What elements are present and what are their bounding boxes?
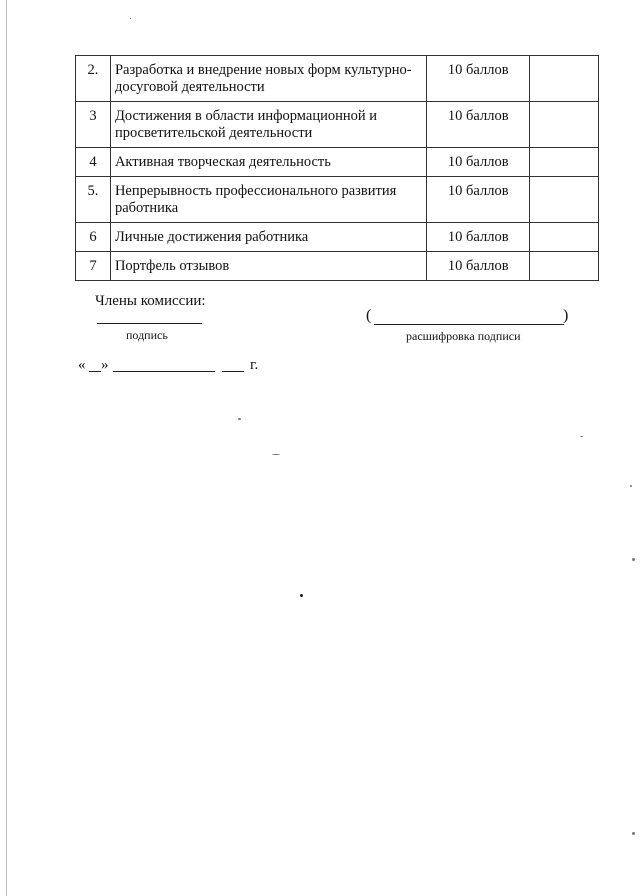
criterion-name: Непрерывность профессионального развития работника	[110, 177, 426, 223]
date-day-line	[89, 371, 101, 372]
row-number: 6	[76, 223, 111, 252]
assessment-cell	[530, 223, 599, 252]
signature-line	[97, 323, 202, 324]
date-year-line	[222, 371, 244, 372]
scan-speck	[580, 436, 583, 437]
criterion-score: 10 баллов	[427, 252, 530, 281]
criterion-score: 10 баллов	[427, 148, 530, 177]
criterion-score: 10 баллов	[427, 56, 530, 102]
table-row	[76, 56, 599, 102]
row-number: 4	[76, 148, 111, 177]
date-quote-open: «	[78, 357, 86, 373]
scan-speck	[632, 558, 635, 561]
scan-edge	[6, 0, 7, 896]
table-row	[76, 148, 599, 177]
criterion-name: Личные достижения работника	[110, 223, 426, 252]
scan-speck	[238, 418, 241, 420]
scan-speck	[272, 454, 280, 455]
date-year-suffix: г.	[250, 357, 259, 373]
decode-close-paren: )	[563, 307, 569, 324]
scan-speck	[632, 832, 635, 835]
criterion-name: Достижения в области информационной и просветительской деятельности	[110, 102, 426, 148]
table-row	[76, 223, 599, 252]
signature-caption: подпись	[126, 328, 168, 342]
commission-members-label: Члены комиссии:	[95, 293, 206, 309]
table-row	[76, 252, 599, 281]
date-month-line	[113, 371, 215, 372]
decode-caption: расшифровка подписи	[406, 329, 521, 343]
decode-line	[374, 324, 564, 325]
date-quote-close: »	[101, 357, 109, 373]
criterion-score: 10 баллов	[427, 223, 530, 252]
decode-open-paren: (	[366, 307, 372, 324]
table-row	[76, 102, 599, 148]
scan-speck	[300, 594, 303, 597]
row-number: 3	[76, 102, 111, 148]
criterion-score: 10 баллов	[427, 177, 530, 223]
assessment-cell	[530, 177, 599, 223]
assessment-cell	[530, 252, 599, 281]
row-number: 5.	[76, 177, 111, 223]
assessment-cell	[530, 102, 599, 148]
criteria-table	[75, 55, 599, 281]
table-row	[76, 177, 599, 223]
row-number: 7	[76, 252, 111, 281]
scan-speck	[630, 485, 632, 487]
scan-speck	[130, 18, 131, 19]
assessment-cell	[530, 56, 599, 102]
criterion-name: Портфель отзывов	[110, 252, 426, 281]
criterion-name: Разработка и внедрение новых форм культурно-досуговой деятельности	[110, 56, 426, 102]
criterion-name: Активная творческая деятельность	[110, 148, 426, 177]
criterion-score: 10 баллов	[427, 102, 530, 148]
assessment-cell	[530, 148, 599, 177]
row-number: 2.	[76, 56, 111, 102]
